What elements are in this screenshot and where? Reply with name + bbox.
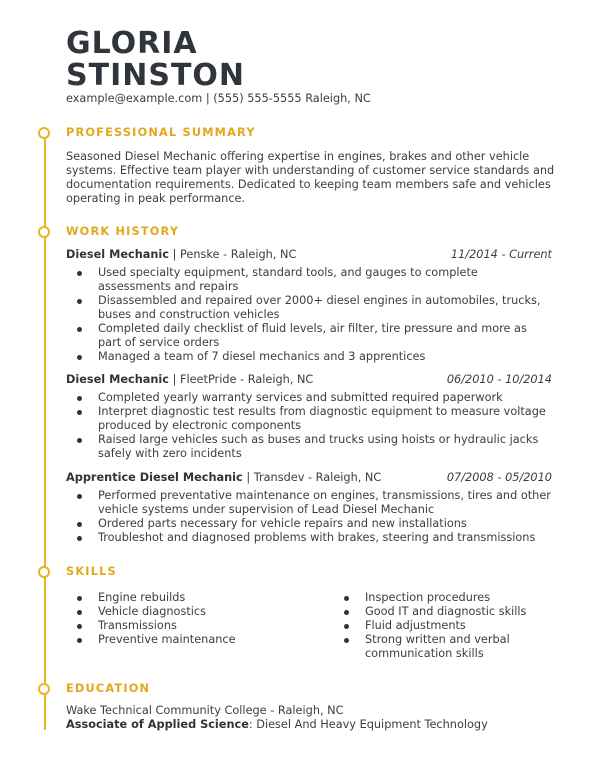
first-name: GLORIA xyxy=(66,26,198,61)
skill-item: Engine rebuilds xyxy=(98,591,333,605)
job-company: | FleetPride - Raleigh, NC xyxy=(168,373,314,386)
job-bullet: Performed preventative maintenance on engines, transmissions, tires and other vehicle systems under supervision of Lead Diesel Mechanic xyxy=(98,489,551,516)
skill-item: Strong written and verbal communication skills xyxy=(365,633,556,661)
summary-heading: PROFESSIONAL SUMMARY xyxy=(66,126,256,139)
skill-item: Transmissions xyxy=(98,619,333,633)
skills-heading: SKILLS xyxy=(66,565,117,578)
skill-item: Preventive maintenance xyxy=(98,633,333,647)
job-bullet: Used specialty equipment, standard tools, and gauges to complete assessments and repairs xyxy=(98,266,552,294)
job-dates: 07/2008 - 05/2010 xyxy=(446,471,552,484)
skills-list xyxy=(66,591,556,661)
job-dates: 11/2014 - Current xyxy=(450,248,552,261)
skill-item: Good IT and diagnostic skills xyxy=(365,605,556,619)
contact-info: example@example.com | (555) 555-5555 Raleigh, NC xyxy=(66,92,371,105)
job-bullet: Troubleshot and diagnosed problems with brakes, steering and transmissions xyxy=(98,531,552,545)
job-bullet: Ordered parts necessary for vehicle repairs and new installations xyxy=(98,517,552,531)
education-degree: Associate of Applied Science xyxy=(66,718,249,731)
job-entry xyxy=(66,248,552,364)
job-company: | Penske - Raleigh, NC xyxy=(168,248,297,261)
job-title: Diesel Mechanic xyxy=(66,373,169,386)
skill-item: Fluid adjustments xyxy=(365,619,556,633)
skill-item: Vehicle diagnostics xyxy=(98,605,333,619)
job-bullet: Completed yearly warranty services and submitted required paperwork xyxy=(98,391,552,405)
summary-text: Seasoned Diesel Mechanic offering expertise in engines, brakes and other vehicle systems. Effective team player with understanding of customer service standards and documentation requirements. Dedicated to keeping team members safe and vehicles operating in peak performance. xyxy=(66,150,555,205)
timeline-dot-icon xyxy=(38,226,50,238)
work-history-heading: WORK HISTORY xyxy=(66,225,180,238)
last-name: STINSTON xyxy=(66,58,246,93)
job-bullet: Disassembled and repaired over 2000+ diesel engines in automobiles, trucks, buses and construction vehicles xyxy=(98,294,552,322)
education-heading: EDUCATION xyxy=(66,682,151,695)
job-bullet: Managed a team of 7 diesel mechanics and 3 apprentices xyxy=(98,350,552,364)
education-field: : Diesel And Heavy Equipment Technology xyxy=(248,718,488,731)
job-bullet: Completed daily checklist of fluid levels, air filter, tire pressure and more as part of service orders xyxy=(98,322,552,350)
timeline-dot-icon xyxy=(38,566,50,578)
job-bullet: Interpret diagnostic test results from diagnostic equipment to measure voltage produced by electronic components xyxy=(98,405,552,433)
job-entry xyxy=(66,471,552,545)
job-entry xyxy=(66,373,552,461)
job-dates: 06/2010 - 10/2014 xyxy=(446,373,552,386)
timeline-dot-icon xyxy=(38,127,50,139)
education-degree-line xyxy=(66,718,576,732)
job-title: Apprentice Diesel Mechanic xyxy=(66,471,243,484)
job-bullet: Raised large vehicles such as buses and trucks using hoists or hydraulic jacks safely with zero incidents xyxy=(98,433,552,461)
skill-item: Inspection procedures xyxy=(365,591,556,605)
job-title: Diesel Mechanic xyxy=(66,248,169,261)
job-company: | Transdev - Raleigh, NC xyxy=(242,471,382,484)
timeline-dot-icon xyxy=(38,683,50,695)
education-school: Wake Technical Community College - Raleigh, NC xyxy=(66,704,344,717)
